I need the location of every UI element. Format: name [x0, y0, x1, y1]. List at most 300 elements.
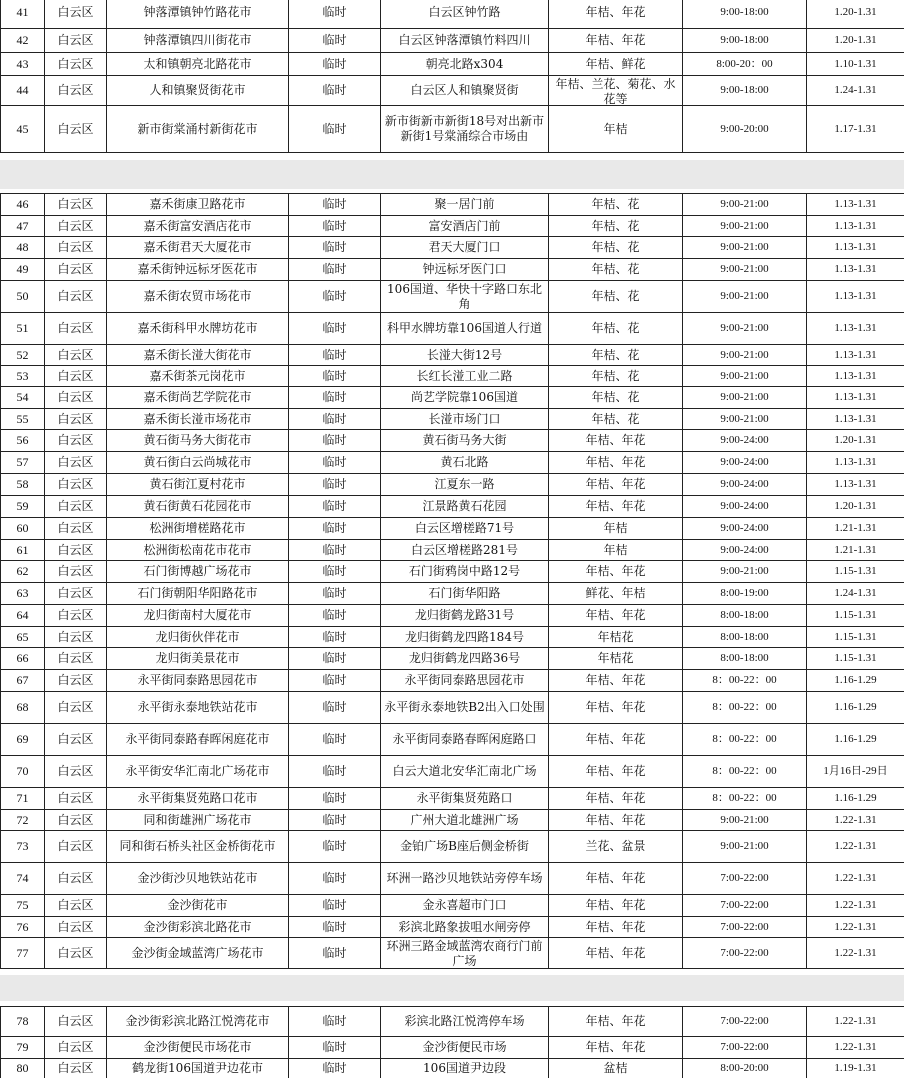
- dates-text: 1.22-1.31: [834, 946, 877, 959]
- cell-dates: [807, 430, 904, 452]
- cell-address: [381, 1059, 549, 1078]
- cell-address: [381, 409, 549, 430]
- address-text: 朝亮北路x304: [425, 56, 504, 71]
- address-text: 富安酒店门前: [428, 218, 501, 233]
- row-number-text: 49: [16, 262, 29, 276]
- cell-market-name: [107, 670, 289, 692]
- market-name-text: 金沙街沙贝地铁站花市: [137, 871, 258, 885]
- address-text: 长湴大街12号: [426, 347, 503, 362]
- cell-market-type: [289, 452, 381, 474]
- cell-market-type: [289, 496, 381, 518]
- cell-market-name: [107, 692, 289, 724]
- hours-text: 7:00-22:00: [720, 1041, 769, 1053]
- cell-market-name: [107, 895, 289, 917]
- table-row: [1, 518, 904, 540]
- goods-text: 年桔、花: [591, 321, 640, 335]
- cell-row-number: [1, 1059, 45, 1078]
- goods-text: 盆桔: [603, 1061, 628, 1075]
- district-text: 白云区: [57, 673, 94, 687]
- cell-goods: [549, 605, 683, 627]
- cell-district: [45, 1059, 107, 1078]
- address-text: 环洲三路金域蓝湾农商行门前广场: [386, 938, 543, 968]
- hours-text: 9:00-21:00: [720, 840, 769, 852]
- cell-goods: [549, 917, 683, 938]
- table-row: [1, 670, 904, 692]
- table-row: [1, 452, 904, 474]
- cell-dates: [807, 452, 904, 474]
- district-text: 白云区: [57, 56, 94, 71]
- cell-dates: [807, 237, 904, 259]
- cell-hours: [683, 1059, 807, 1078]
- cell-market-type: [289, 540, 381, 561]
- cell-hours: [683, 409, 807, 430]
- market-name-text: 人和镇聚贤街花市: [149, 83, 246, 97]
- market-name-text: 金沙街彩滨北路花市: [143, 919, 252, 934]
- district-text: 白云区: [57, 871, 94, 885]
- cell-row-number: [1, 605, 45, 627]
- goods-text: 年桔、花: [591, 411, 640, 426]
- cell-goods: [549, 53, 683, 76]
- market-name-text: 钟落潭镇钟竹路花市: [143, 5, 252, 19]
- dates-text: 1.10-1.31: [834, 57, 877, 70]
- cell-district: [45, 474, 107, 496]
- district-text: 白云区: [57, 347, 94, 362]
- table-row: [1, 605, 904, 627]
- cell-market-name: [107, 863, 289, 895]
- cell-dates: [807, 29, 904, 53]
- market-type-text: 临时: [322, 390, 347, 404]
- table-row: [1, 895, 904, 917]
- cell-district: [45, 1037, 107, 1059]
- hours-text: 9:00-24:00: [720, 456, 769, 468]
- hours-text: 8：00-22：00: [712, 792, 777, 804]
- market-name-text: 永平街集贤苑路口花市: [137, 791, 258, 805]
- district-text: 白云区: [57, 521, 94, 535]
- cell-address: [381, 474, 549, 496]
- dates-text: 1.13-1.31: [834, 241, 877, 253]
- address-text: 永平街同泰路思园花市: [404, 673, 525, 687]
- cell-goods: [549, 0, 683, 29]
- table-row: [1, 313, 904, 345]
- cell-market-name: [107, 788, 289, 810]
- cell-row-number: [1, 29, 45, 53]
- cell-market-name: [107, 345, 289, 366]
- cell-district: [45, 29, 107, 53]
- row-number-text: 50: [16, 289, 29, 303]
- cell-market-name: [107, 561, 289, 583]
- market-name-text: 石门街朝阳华阳路花市: [137, 586, 258, 600]
- cell-hours: [683, 76, 807, 106]
- dates-text: 1.24-1.31: [834, 587, 877, 599]
- table-row: [1, 106, 904, 153]
- cell-dates: [807, 561, 904, 583]
- cell-dates: [807, 692, 904, 724]
- cell-goods: [549, 561, 683, 583]
- address-text: 金永喜超市门口: [422, 898, 507, 912]
- cell-market-type: [289, 831, 381, 863]
- cell-market-name: [107, 756, 289, 788]
- cell-goods: [549, 281, 683, 313]
- cell-goods: [549, 540, 683, 561]
- cell-row-number: [1, 387, 45, 409]
- market-type-text: 临时: [322, 608, 347, 622]
- cell-address: [381, 194, 549, 216]
- hours-text: 9:00-21:00: [720, 813, 769, 826]
- cell-address: [381, 430, 549, 452]
- address-text: 白云区钟竹路: [428, 5, 501, 19]
- row-number-text: 61: [16, 542, 29, 557]
- cell-goods: [549, 409, 683, 430]
- goods-text: 年桔花: [597, 629, 634, 644]
- cell-address: [381, 670, 549, 692]
- cell-goods: [549, 788, 683, 810]
- goods-text: 年桔: [603, 542, 628, 557]
- table-row: [1, 1059, 904, 1078]
- cell-district: [45, 237, 107, 259]
- address-text: 106国道、华快十字路口东北角: [387, 281, 542, 311]
- cell-goods: [549, 259, 683, 281]
- cell-market-name: [107, 540, 289, 561]
- cell-hours: [683, 670, 807, 692]
- goods-text: 鲜花、年桔: [585, 586, 646, 600]
- cell-hours: [683, 1007, 807, 1037]
- market-table-1: [0, 0, 904, 153]
- cell-hours: [683, 518, 807, 540]
- cell-row-number: [1, 281, 45, 313]
- address-text: 龙归街鹤龙路31号: [414, 608, 515, 622]
- dates-text: 1.13-1.31: [834, 322, 877, 334]
- market-type-text: 临时: [322, 5, 347, 19]
- row-number-text: 43: [16, 56, 29, 71]
- market-name-text: 永平街安华汇南北广场花市: [125, 764, 270, 778]
- cell-address: [381, 496, 549, 518]
- cell-market-type: [289, 692, 381, 724]
- hours-text: 9:00-18:00: [720, 6, 769, 18]
- goods-text: 年桔、花: [591, 240, 640, 254]
- goods-text: 年桔、年花: [585, 898, 646, 912]
- cell-market-type: [289, 237, 381, 259]
- dates-text: 1.13-1.31: [834, 290, 877, 302]
- hours-text: 9:00-24:00: [720, 543, 769, 556]
- address-text: 长湴市场门口: [428, 411, 501, 426]
- address-text: 龙归街鹤龙四路36号: [408, 651, 521, 665]
- district-text: 白云区: [57, 262, 94, 276]
- cell-address: [381, 917, 549, 938]
- market-type-text: 临时: [322, 240, 347, 254]
- hours-text: 8:00-20:00: [720, 1062, 769, 1074]
- cell-market-type: [289, 938, 381, 969]
- cell-district: [45, 259, 107, 281]
- cell-dates: [807, 605, 904, 627]
- goods-text: 年桔、花: [591, 368, 640, 383]
- address-text: 江夏东一路: [434, 477, 495, 491]
- cell-dates: [807, 106, 904, 153]
- row-number-text: 74: [16, 871, 29, 885]
- goods-text: 年桔、年花: [585, 791, 646, 805]
- cell-market-type: [289, 1059, 381, 1078]
- cell-goods: [549, 29, 683, 53]
- dates-text: 1.13-1.31: [834, 198, 877, 210]
- cell-market-name: [107, 29, 289, 53]
- dates-text: 1.19-1.31: [834, 1062, 877, 1074]
- cell-district: [45, 938, 107, 969]
- cell-hours: [683, 648, 807, 670]
- cell-row-number: [1, 540, 45, 561]
- address-text: 聚一居门前: [434, 197, 495, 211]
- table-row: [1, 194, 904, 216]
- cell-address: [381, 648, 549, 670]
- cell-market-name: [107, 106, 289, 153]
- market-type-text: 临时: [322, 898, 347, 912]
- market-name-text: 黄石街马务大街花市: [143, 433, 252, 447]
- cell-goods: [549, 670, 683, 692]
- address-text: 石门街华阳路: [428, 586, 501, 600]
- cell-market-type: [289, 518, 381, 540]
- table-row: [1, 1007, 904, 1037]
- table-row: [1, 863, 904, 895]
- cell-market-name: [107, 724, 289, 756]
- cell-market-type: [289, 281, 381, 313]
- cell-goods: [549, 237, 683, 259]
- goods-text: 年桔、年花: [585, 732, 646, 746]
- cell-market-name: [107, 237, 289, 259]
- cell-market-name: [107, 1037, 289, 1059]
- address-text: 永平街集贤苑路口: [416, 791, 513, 805]
- row-number-text: 73: [16, 839, 29, 853]
- cell-row-number: [1, 692, 45, 724]
- table-row: [1, 938, 904, 969]
- hours-text: 9:00-21:00: [720, 290, 769, 302]
- cell-hours: [683, 540, 807, 561]
- cell-hours: [683, 452, 807, 474]
- cell-dates: [807, 627, 904, 648]
- market-type-text: 临时: [322, 564, 347, 578]
- market-type-text: 临时: [322, 945, 347, 960]
- table-row: [1, 409, 904, 430]
- cell-address: [381, 540, 549, 561]
- hours-text: 7:00-22:00: [720, 899, 769, 911]
- cell-market-type: [289, 605, 381, 627]
- cell-address: [381, 1037, 549, 1059]
- cell-row-number: [1, 496, 45, 518]
- cell-row-number: [1, 366, 45, 387]
- market-type-text: 临时: [322, 812, 347, 827]
- cell-market-name: [107, 313, 289, 345]
- market-name-text: 龙归街南村大厦花市: [143, 608, 252, 622]
- goods-text: 年桔、年花: [585, 1040, 646, 1054]
- table-row: [1, 1037, 904, 1059]
- dates-text: 1月16日-29日: [823, 765, 888, 777]
- dates-text: 1.22-1.31: [834, 920, 877, 933]
- cell-row-number: [1, 106, 45, 153]
- goods-text: 年桔、年花: [585, 477, 646, 491]
- address-text: 白云区增槎路71号: [414, 521, 515, 535]
- address-text: 君天大厦门口: [428, 240, 501, 254]
- cell-row-number: [1, 313, 45, 345]
- table-row: [1, 583, 904, 605]
- market-type-text: 临时: [322, 871, 347, 885]
- hours-text: 9:00-24:00: [720, 478, 769, 490]
- market-type-text: 临时: [322, 455, 347, 469]
- hours-text: 9:00-24:00: [720, 500, 769, 512]
- cell-hours: [683, 474, 807, 496]
- market-name-text: 新市街棠涌村新街花市: [137, 121, 258, 136]
- district-text: 白云区: [57, 764, 94, 778]
- row-number-text: 57: [16, 455, 29, 469]
- row-number-text: 45: [16, 121, 29, 136]
- address-text: 长红长湴工业二路: [416, 368, 513, 383]
- cell-market-type: [289, 1037, 381, 1059]
- cell-district: [45, 76, 107, 106]
- cell-market-name: [107, 194, 289, 216]
- cell-market-name: [107, 259, 289, 281]
- cell-hours: [683, 917, 807, 938]
- row-number-text: 70: [16, 764, 29, 778]
- cell-address: [381, 53, 549, 76]
- cell-dates: [807, 938, 904, 969]
- cell-hours: [683, 29, 807, 53]
- market-name-text: 黄石街白云尚城花市: [143, 455, 252, 469]
- cell-district: [45, 518, 107, 540]
- hours-text: 9:00-21:00: [720, 369, 769, 382]
- row-number-text: 72: [16, 812, 29, 827]
- cell-dates: [807, 540, 904, 561]
- district-text: 白云区: [57, 898, 94, 912]
- district-text: 白云区: [57, 732, 94, 746]
- cell-row-number: [1, 53, 45, 76]
- cell-goods: [549, 366, 683, 387]
- hours-text: 9:00-18:00: [720, 34, 769, 46]
- cell-district: [45, 345, 107, 366]
- cell-goods: [549, 430, 683, 452]
- district-text: 白云区: [57, 608, 94, 622]
- cell-dates: [807, 583, 904, 605]
- hours-text: 9:00-21:00: [720, 219, 769, 232]
- cell-market-type: [289, 724, 381, 756]
- cell-district: [45, 216, 107, 237]
- market-type-text: 临时: [322, 321, 347, 335]
- dates-text: 1.13-1.31: [834, 263, 877, 275]
- table-row: [1, 237, 904, 259]
- market-name-text: 嘉禾街长湴大街花市: [143, 347, 252, 362]
- district-text: 白云区: [57, 121, 94, 136]
- cell-district: [45, 1007, 107, 1037]
- hours-text: 9:00-21:00: [720, 348, 769, 361]
- goods-text: 年桔、鲜花: [585, 56, 646, 71]
- cell-district: [45, 313, 107, 345]
- cell-row-number: [1, 561, 45, 583]
- address-text: 106国道尹边段: [423, 1061, 506, 1075]
- cell-market-name: [107, 1059, 289, 1078]
- cell-market-type: [289, 106, 381, 153]
- address-text: 新市街新市新街18号对出新市新街1号棠涌综合市场由: [384, 114, 545, 143]
- market-name-text: 嘉禾街科甲水牌坊花市: [137, 321, 258, 335]
- cell-market-type: [289, 194, 381, 216]
- market-name-text: 松洲街增槎路花市: [149, 521, 246, 535]
- cell-goods: [549, 76, 683, 106]
- cell-address: [381, 605, 549, 627]
- cell-market-name: [107, 76, 289, 106]
- cell-dates: [807, 1037, 904, 1059]
- cell-row-number: [1, 1037, 45, 1059]
- market-type-text: 临时: [322, 368, 347, 383]
- cell-market-name: [107, 452, 289, 474]
- cell-district: [45, 917, 107, 938]
- cell-market-type: [289, 0, 381, 29]
- district-text: 白云区: [57, 240, 94, 254]
- goods-text: 年桔: [603, 521, 628, 535]
- cell-hours: [683, 106, 807, 153]
- cell-row-number: [1, 917, 45, 938]
- goods-text: 年桔、年花: [585, 564, 646, 578]
- goods-text: 年桔、年花: [585, 673, 646, 687]
- cell-dates: [807, 895, 904, 917]
- market-name-text: 龙归街伙伴花市: [155, 629, 240, 644]
- table-row: [1, 430, 904, 452]
- market-name-text: 嘉禾街富安酒店花市: [143, 218, 252, 233]
- district-text: 白云区: [57, 433, 94, 447]
- cell-address: [381, 788, 549, 810]
- dates-text: 1.16-1.29: [834, 792, 877, 804]
- cell-address: [381, 938, 549, 969]
- address-text: 江景路黄石花园: [422, 499, 507, 513]
- goods-text: 兰花、盆景: [585, 839, 646, 853]
- cell-hours: [683, 53, 807, 76]
- market-name-text: 金沙街金域蓝湾广场花市: [131, 945, 264, 960]
- cell-hours: [683, 756, 807, 788]
- cell-market-name: [107, 831, 289, 863]
- dates-text: 1.13-1.31: [834, 348, 877, 361]
- cell-hours: [683, 863, 807, 895]
- cell-district: [45, 895, 107, 917]
- cell-district: [45, 692, 107, 724]
- market-type-text: 临时: [322, 499, 347, 513]
- goods-text: 年桔、年花: [585, 945, 646, 960]
- cell-row-number: [1, 194, 45, 216]
- dates-text: 1.21-1.31: [834, 543, 877, 556]
- market-name-text: 嘉禾街长湴市场花市: [143, 411, 252, 426]
- district-text: 白云区: [57, 455, 94, 469]
- cell-address: [381, 561, 549, 583]
- row-number-text: 62: [16, 564, 29, 578]
- cell-market-type: [289, 313, 381, 345]
- hours-text: 9:00-21:00: [720, 391, 769, 403]
- cell-hours: [683, 583, 807, 605]
- cell-goods: [549, 1037, 683, 1059]
- cell-address: [381, 756, 549, 788]
- table-row: [1, 788, 904, 810]
- cell-row-number: [1, 627, 45, 648]
- dates-text: 1.22-1.31: [834, 872, 877, 884]
- market-name-text: 同和街雄洲广场花市: [143, 812, 252, 827]
- cell-address: [381, 1007, 549, 1037]
- cell-hours: [683, 627, 807, 648]
- cell-goods: [549, 387, 683, 409]
- dates-text: 1.22-1.31: [834, 1041, 877, 1053]
- cell-row-number: [1, 863, 45, 895]
- cell-market-type: [289, 430, 381, 452]
- hours-text: 9:00-24:00: [720, 434, 769, 446]
- market-type-text: 临时: [322, 791, 347, 805]
- cell-address: [381, 313, 549, 345]
- cell-district: [45, 430, 107, 452]
- dates-text: 1.20-1.31: [834, 6, 877, 18]
- cell-goods: [549, 831, 683, 863]
- goods-text: 年桔、年花: [585, 33, 646, 47]
- cell-row-number: [1, 518, 45, 540]
- cell-address: [381, 518, 549, 540]
- dates-text: 1.16-1.29: [834, 674, 877, 686]
